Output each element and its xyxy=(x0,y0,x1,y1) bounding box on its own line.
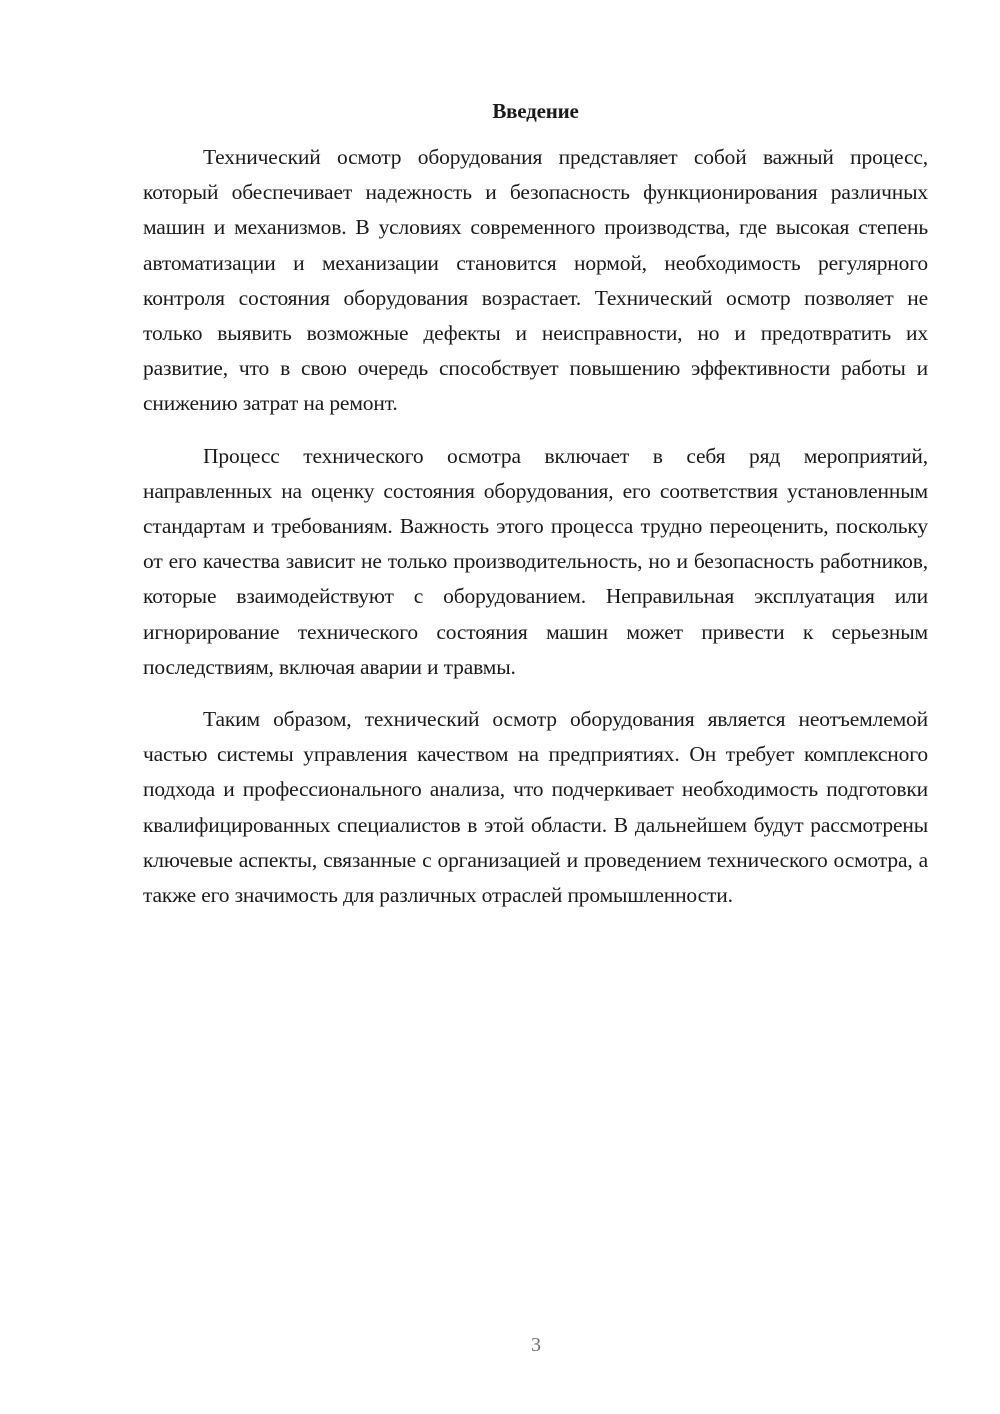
paragraph-3: Таким образом, технический осмотр оборудования является неотъемлемой частью системы управления качеством на предприятиях. Он требует комплексного подхода и профессионального анализа, что подчеркивает необходимость подготовки квалифицированных специалистов в этой области. В дальнейшем будут рассмотрены ключевые аспекты, связанные с организацией и проведением технического осмотра, а также его значимость для различных отраслей промышленности. xyxy=(143,707,928,908)
paragraph-2: Процесс технического осмотра включает в себя ряд мероприятий, направленных на оценку состояния оборудования, его соответствия установленным стандартам и требованиям. Важность этого процесса трудно переоценить, поскольку от его качества зависит не только производительность, но и безопасность работников, которые взаимодействуют с оборудованием. Неправильная эксплуатация или игнорирование технического состояния машин может привести к серьезным последствиям, включая аварии и травмы. xyxy=(143,443,928,679)
section-title: Введение xyxy=(492,99,579,123)
page-number: 3 xyxy=(531,1334,541,1356)
paragraph-1: Технический осмотр оборудования представляет собой важный процесс, который обеспечивает надежность и безопасность функционирования различных машин и механизмов. В условиях современного производства, где высокая степень автоматизации и механизации становится нормой, необходимость регулярного контроля состояния оборудования возрастает. Технический осмотр позволяет не только выявить возможные дефекты и неисправности, но и предотвратить их развитие, что в свою очередь способствует повышению эффективности работы и снижению затрат на ремонт. xyxy=(143,145,928,416)
page-content xyxy=(143,96,928,913)
